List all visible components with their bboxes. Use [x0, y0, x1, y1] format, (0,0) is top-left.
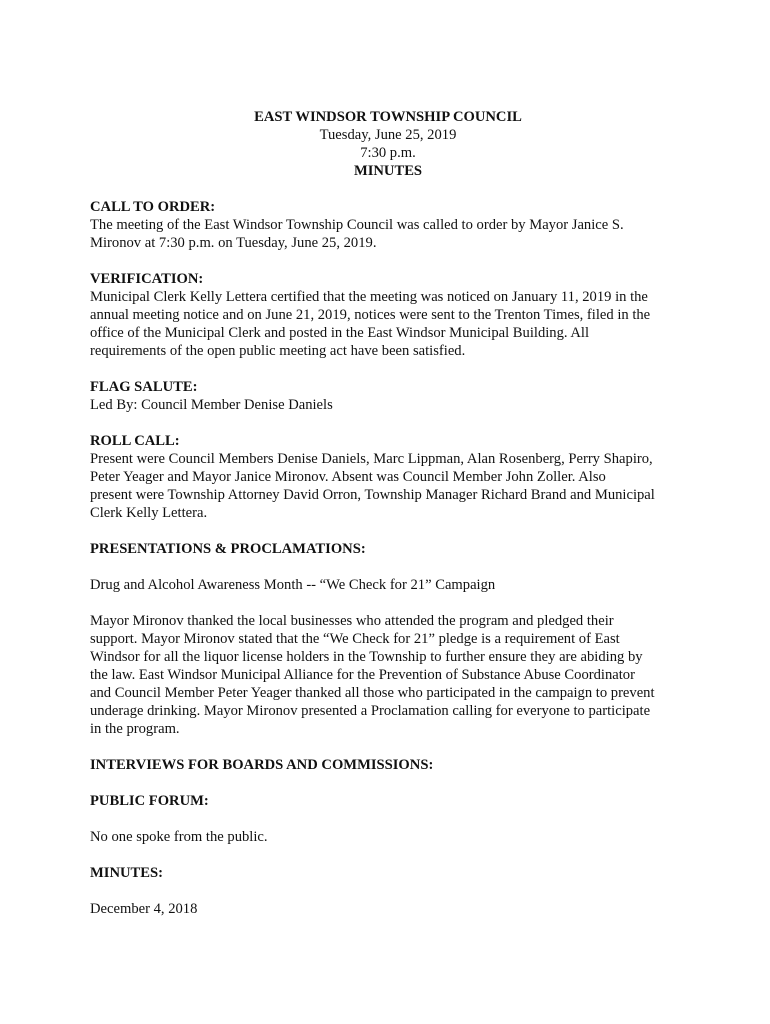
- section-minutes: [90, 864, 686, 918]
- paragraph-line: Windsor for all the liquor license holders in the Township to further ensure they are abiding by: [90, 649, 643, 665]
- section-paragraph: [90, 216, 686, 252]
- paragraph-line: Peter Yeager and Mayor Janice Mironov. Absent was Council Member John Zoller. Also: [90, 469, 606, 485]
- section-paragraph: [90, 288, 686, 360]
- section-heading: FLAG SALUTE:: [90, 379, 198, 395]
- paragraph-line: annual meeting notice and on June 21, 2019, notices were sent to the Trenton Times, filed in the: [90, 307, 651, 323]
- paragraph-line: requirements of the open public meeting act have been satisfied.: [90, 343, 466, 359]
- section-paragraph: [90, 612, 686, 738]
- paragraph-line: Clerk Kelly Lettera.: [90, 505, 208, 521]
- document-header: [90, 108, 686, 180]
- paragraph-line: office of the Municipal Clerk and posted in the East Windsor Municipal Building. All: [90, 325, 590, 341]
- blank-line: [90, 810, 686, 828]
- paragraph-line: December 4, 2018: [90, 901, 198, 917]
- section-paragraph: [90, 900, 686, 918]
- meeting-time: 7:30 p.m.: [360, 145, 416, 161]
- section-flag-salute: [90, 378, 686, 414]
- blank-line: [90, 594, 686, 612]
- paragraph-line: Mayor Mironov thanked the local businesses who attended the program and pledged their: [90, 613, 614, 629]
- paragraph-line: the law. East Windsor Municipal Alliance for the Prevention of Substance Abuse Coordinator: [90, 667, 635, 683]
- paragraph-line: No one spoke from the public.: [90, 829, 268, 845]
- section-interviews: [90, 756, 686, 774]
- document-type: MINUTES: [353, 163, 423, 179]
- section-public-forum: [90, 792, 686, 846]
- section-paragraph: [90, 396, 686, 414]
- paragraph-line: Present were Council Members Denise Daniels, Marc Lippman, Alan Rosenberg, Perry Shapiro,: [90, 451, 653, 467]
- section-roll-call: [90, 432, 686, 522]
- section-heading: PRESENTATIONS & PROCLAMATIONS:: [90, 541, 366, 557]
- council-title: EAST WINDSOR TOWNSHIP COUNCIL: [254, 109, 522, 125]
- paragraph-line: Mironov at 7:30 p.m. on Tuesday, June 25, 2019.: [90, 235, 377, 251]
- section-heading: MINUTES:: [90, 865, 163, 881]
- section-heading: ROLL CALL:: [90, 433, 180, 449]
- paragraph-line: present were Township Attorney David Orron, Township Manager Richard Brand and Municipal: [90, 487, 655, 503]
- paragraph-line: Led By: Council Member Denise Daniels: [90, 397, 333, 413]
- paragraph-line: Municipal Clerk Kelly Lettera certified that the meeting was noticed on January 11, 2019 in the: [90, 289, 648, 305]
- section-heading: PUBLIC FORUM:: [90, 793, 209, 809]
- section-heading: CALL TO ORDER:: [90, 199, 216, 215]
- meeting-date: Tuesday, June 25, 2019: [319, 127, 457, 143]
- paragraph-line: The meeting of the East Windsor Township Council was called to order by Mayor Janice S.: [90, 217, 624, 233]
- paragraph-line: in the program.: [90, 721, 180, 737]
- section-paragraph: [90, 450, 686, 522]
- section-heading: VERIFICATION:: [90, 271, 204, 287]
- section-heading: INTERVIEWS FOR BOARDS AND COMMISSIONS:: [90, 757, 434, 773]
- section-verification: [90, 270, 686, 360]
- blank-line: [90, 558, 686, 576]
- document-page: [90, 108, 686, 918]
- paragraph-line: Drug and Alcohol Awareness Month -- “We Check for 21” Campaign: [90, 577, 496, 593]
- paragraph-line: and Council Member Peter Yeager thanked all those who participated in the campaign to prevent: [90, 685, 655, 701]
- paragraph-line: underage drinking. Mayor Mironov presented a Proclamation calling for everyone to participate: [90, 703, 651, 719]
- blank-line: [90, 882, 686, 900]
- paragraph-line: support. Mayor Mironov stated that the “We Check for 21” pledge is a requirement of East: [90, 631, 620, 647]
- section-presentations: [90, 540, 686, 738]
- section-call-to-order: [90, 198, 686, 252]
- section-paragraph: [90, 828, 686, 846]
- presentation-subtitle: [90, 576, 686, 594]
